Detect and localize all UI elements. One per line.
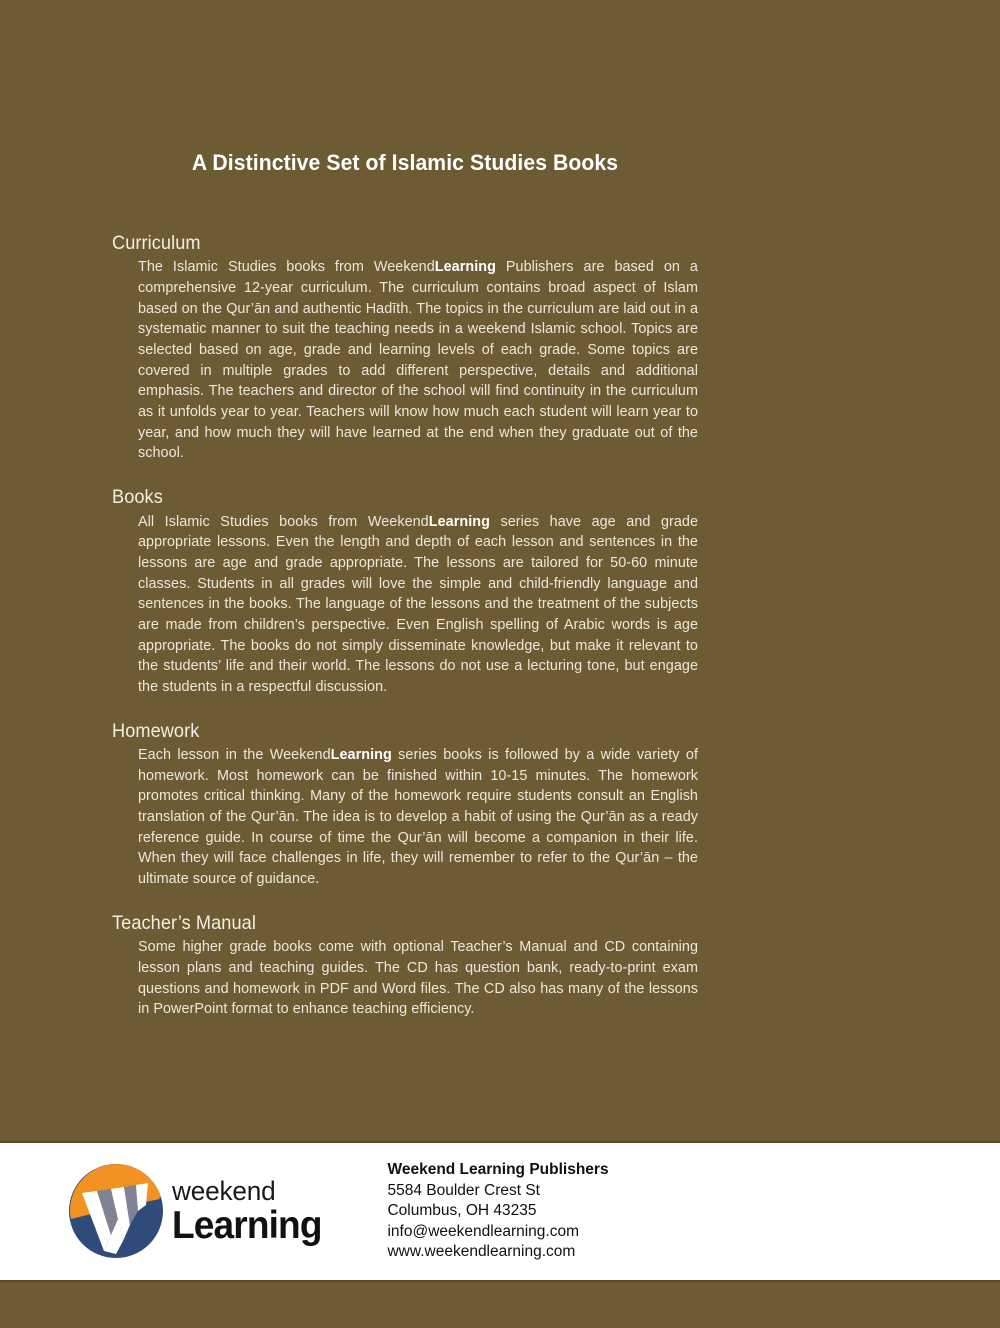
publisher-website[interactable]: www.weekendlearning.com — [387, 1243, 576, 1261]
section-heading-homework: Homework — [112, 719, 200, 742]
section-heading-curriculum: Curriculum — [112, 232, 201, 254]
body-text-rest: Publishers are based on a comprehensive 12-year curriculum. The curriculum contains broad aspect of Islam based on the Qur’ān and authentic Hadīth. The topics in the curriculum are laid out in a systematic manner to suit the teaching needs in a weekend Islamic school. Topics are selected based on age, grade and learning levels of each grade. Some topics are covered in multiple grades to add different perspective, details and additional emphasis. The teachers and director of the school will find continuity in the curriculum as it unfolds year to year. Teachers will know how much each student will learn year to year, and how much they will have learned at the end when they graduate out of the school. — [138, 259, 698, 462]
publisher-contact-block — [387, 1160, 608, 1263]
publisher-logo — [66, 1163, 329, 1259]
brand-learning-label: Learning — [428, 513, 490, 530]
footer-band — [0, 1141, 1000, 1282]
weekend-learning-circle-w-logo-icon — [66, 1161, 166, 1261]
section-books — [112, 486, 698, 697]
publisher-name: Weekend Learning Publishers — [387, 1160, 609, 1178]
section-homework — [112, 720, 698, 890]
publisher-street: 5584 Boulder Crest St — [387, 1181, 540, 1199]
body-text-rest: Some higher grade books come with optional Teacher’s Manual and CD containing lesson plans and teaching guides. The CD has question bank, ready-to-print exam questions and homework in PDF and Word files. The CD also has many of the lessons in PowerPoint format to enhance teaching efficiency. — [138, 939, 698, 1018]
main-content — [112, 150, 698, 1020]
publisher-email[interactable]: info@weekendlearning.com — [387, 1222, 579, 1240]
section-heading-teachers-manual: Teacher’s Manual — [112, 911, 256, 934]
logo-wordmark-weekend: weekend — [172, 1175, 276, 1206]
page-title: A Distinctive Set of Islamic Studies Books — [191, 150, 619, 175]
publisher-city-state-zip: Columbus, OH 43235 — [387, 1202, 537, 1220]
body-text-lead: All Islamic Studies books from Weekend — [138, 513, 429, 530]
section-heading-books: Books — [112, 486, 163, 509]
body-text-rest: series books is followed by a wide variety of homework. Most homework can be finished within 10-15 minutes. The homework promotes critical thinking. Many of the homework require students consult an English translation of the Qur’ān. The idea is to develop a habit of using the Qur’ān as a ready reference guide. In course of time the Qur’ān will become a companion in their life. When they will face challenges in life, they will remember to refer to the Qur’ān – the ultimate source of guidance. — [138, 747, 699, 888]
footer-inner — [66, 1160, 609, 1263]
section-body-homework — [138, 745, 698, 890]
body-text-rest: series have age and grade appropriate lessons. Even the length and depth of each lesson and sentences in the lessons are age and grade appropriate. The lessons are tailored for 50-60 minute classes. Students in all grades will love the simple and child-friendly language and sentences in the books. The language of the lessons and the treatment of the subjects are made from children’s perspective. Even English spelling of Arabic words is age appropriate. The books do not simply disseminate knowledge, but make it relevant to the students’ life and their world. The lessons do not use a lecturing tone, but engage the students in a respectful discussion. — [138, 513, 698, 695]
section-curriculum — [112, 232, 698, 464]
section-body-teachers-manual — [138, 937, 698, 1020]
brand-learning-label: Learning — [434, 259, 496, 276]
brand-learning-label: Learning — [330, 747, 392, 764]
section-body-books — [138, 512, 698, 698]
body-text-lead: The Islamic Studies books from Weekend — [138, 259, 435, 276]
logo-wordmark — [172, 1175, 329, 1247]
logo-wordmark-learning: Learning — [172, 1203, 322, 1247]
body-text-lead: Each lesson in the Weekend — [138, 747, 331, 764]
section-body-curriculum — [138, 257, 698, 464]
section-teachers-manual — [112, 912, 698, 1020]
